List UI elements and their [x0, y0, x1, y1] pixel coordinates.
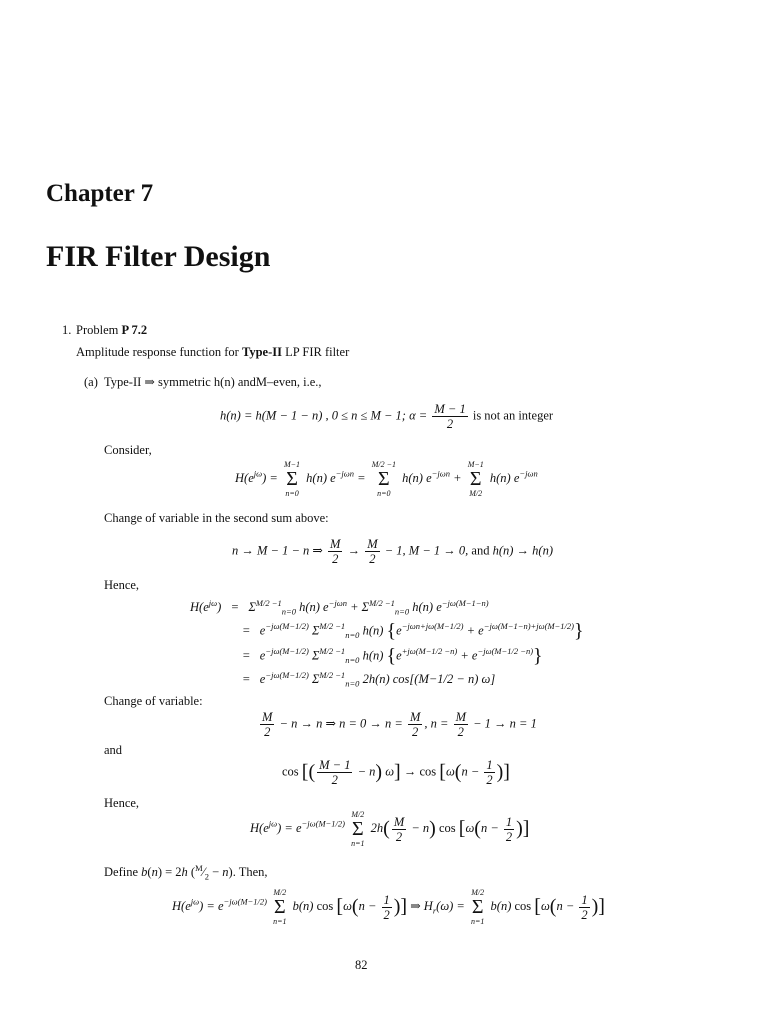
equation-h-split: $H(e^{j\omega})$ = M−1 Σ n=0 h(n) $e^{-j\omega n}$ = M/2 −1 Σ n=0 h(n) $e^{-j\omega n}$ + M−1 Σ M/2 h(n) $e^{-j\omega n}$	[235, 460, 538, 498]
problem-label: Problem P 7.2	[76, 323, 148, 337]
chapter-title: FIR Filter Design	[46, 240, 271, 273]
text-hence-2: Hence,	[104, 796, 140, 810]
text-hence-1: Hence,	[104, 578, 140, 592]
equation-derivation-line-2: = $e^{-j\omega(M-1/2)}$ $\Sigma^{M/2 -1}_{n=0}$ h(n) $\{e^{-j\omega n+j\omega(M-1/2)} + e^{-j\omega(M-1-n)+j\omega(M-1/2)}\}$	[242, 620, 584, 642]
problem-number: 1.	[62, 323, 72, 337]
equation-derivation-line-4: = $e^{-j\omega(M-1/2)}$ $\Sigma^{M/2 -1}_{n=0}$ 2h(n) cos[(M−1/2 − n) ω]	[242, 670, 496, 689]
text-consider: Consider,	[104, 443, 152, 457]
equation-amplitude-response: $H(e^{j\omega}) = e^{-j\omega(M-1/2)}$ M/2 Σ n=1 b(n) cos [ω(n − $\frac{1}{2}$ )] ⇒ $H_r(\omega)$ = M/2 Σ n=1 b(n) cos [ω(n − $\frac{1}{2}$ )]	[172, 888, 605, 926]
page-number: 82	[355, 958, 368, 972]
chapter-label: Chapter 7	[46, 180, 154, 207]
text-change-second-sum: Change of variable in the second sum above:	[104, 511, 329, 525]
equation-cos-change: cos [( $\frac{M - 1}{2}$ − n) ω] → cos [ω(n − $\frac{1}{2}$ )]	[282, 758, 510, 787]
equation-index-change: $\frac{M}{2}$ − n → n ⇒ n = 0 → n = $\frac{M}{2}$ , n = $\frac{M}{2}$ − 1 → n = 1	[262, 710, 537, 739]
part-a-text: Type-II ⇒ symmetric h(n) andM–even, i.e.,	[104, 375, 322, 389]
equation-derivation-line-1: $H(e^{j\omega}) = \Sigma^{M/2 -1}_{n=0}$ h(n) $e^{-j\omega n} + \Sigma^{M/2 -1}_{n=0}$ h(n) $e^{-j\omega(M-1-n)}$	[190, 598, 489, 617]
equation-substitution: n → M − 1 − n ⇒ $\frac{M}{2}$ → $\frac{M}{2}$ − 1, M − 1 → 0, and h(n) → h(n)	[232, 537, 553, 566]
equation-h-result: $H(e^{j\omega}) = e^{-j\omega(M-1/2)}$ M/2 Σ n=1 2h( $\frac{M}{2}$ − n) cos [ω(n − $\frac{1}{2}$ )]	[250, 810, 530, 848]
text-define-b: Define b(n) = 2h $(^M⁄_2 - n)$. Then,	[104, 863, 268, 882]
equation-symmetry: h(n) = h(M − 1 − n) , 0 ≤ n ≤ M − 1; α = $\frac{M - 1}{2}$ is not an integer	[220, 402, 554, 431]
part-a-label: (a)	[84, 375, 98, 389]
problem-intro: Amplitude response function for Type-II LP FIR filter	[76, 345, 350, 359]
text-and: and	[104, 743, 123, 757]
equation-derivation-line-3: = $e^{-j\omega(M-1/2)}$ $\Sigma^{M/2 -1}_{n=0}$ h(n) $\{e^{+j\omega(M-1/2 -n)} + e^{-j\omega(M-1/2 -n)}\}$	[242, 645, 543, 667]
text-change-variable: Change of variable:	[104, 694, 203, 708]
